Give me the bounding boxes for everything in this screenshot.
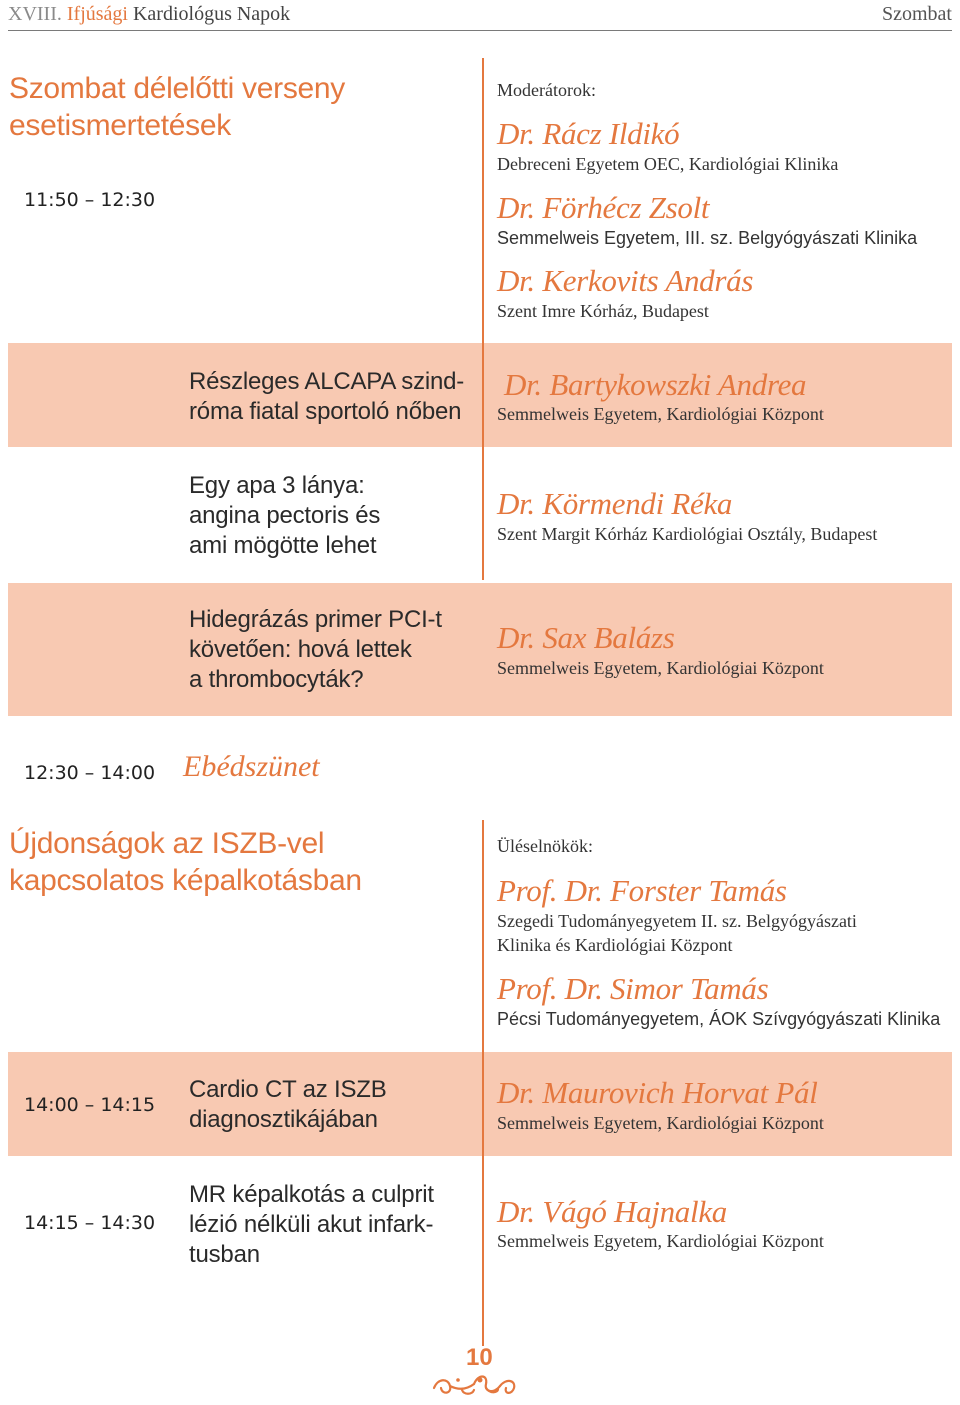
section2-title: Újdonságok az ISZB-vel kapcsolatos képalkotásban [9,827,362,897]
page-number: 10 [466,1344,493,1371]
moderator-affiliation: Semmelweis Egyetem, III. sz. Belgyógyászati Klinika [497,228,918,248]
event-highlight: Ifjúsági [66,3,128,25]
chairs-label: Üléselnökök: [497,836,593,856]
talk-band-1 [8,343,952,447]
lunch-time: 12:30 – 14:00 [24,762,156,784]
page-header [8,0,952,31]
talk-time: 14:00 – 14:15 [24,1094,156,1116]
moderator-name: Dr. Förhécz Zsolt [497,190,710,225]
talk-title: MR képalkotás a culprit lézió nélküli akut infark- tusban [189,1181,434,1268]
moderator-affiliation: Debreceni Egyetem OEC, Kardiológiai Klinika [497,154,839,174]
chair-affiliation: Szegedi Tudományegyetem II. sz. Belgyógyászati Klinika és Kardiológiai Központ [497,911,857,955]
moderator-name: Dr. Kerkovits András [497,263,754,298]
talk-title: Hidegrázás primer PCI-t követően: hová lettek a thrombocyták? [189,606,442,693]
column-divider-top [482,58,484,580]
section1-title: Szombat délelőtti verseny esetismertetések [9,72,346,142]
moderators-label: Moderátorok: [497,80,596,100]
talk-time: 14:15 – 14:30 [24,1212,156,1234]
talk-band-3 [8,583,952,716]
section1-time: 11:50 – 12:30 [24,189,156,211]
column-divider-bottom [482,820,484,1346]
day-label: Szombat [882,3,952,25]
speaker-name: Dr. Maurovich Horvat Pál [497,1075,818,1110]
speaker-affiliation: Szent Margit Kórház Kardiológiai Osztály, Budapest [497,524,878,544]
talk-title: Egy apa 3 lánya: angina pectoris és ami mögötte lehet [189,472,381,559]
event-name: Kardiológus Napok [132,3,291,25]
chair-name: Prof. Dr. Simor Tamás [497,971,769,1006]
talk-title: Részleges ALCAPA szind- róma fiatal sportoló nőben [189,368,465,425]
moderator-name: Dr. Rácz Ildikó [497,116,680,151]
speaker-affiliation: Semmelweis Egyetem, Kardiológiai Központ [497,1113,824,1133]
speaker-affiliation: Semmelweis Egyetem, Kardiológiai Központ [497,404,824,424]
speaker-name: Dr. Sax Balázs [497,620,675,655]
talk-title: Cardio CT az ISZB diagnosztikájában [189,1076,387,1133]
moderator-affiliation: Szent Imre Kórház, Budapest [497,301,709,321]
speaker-name: Dr. Bartykowszki Andrea [504,367,807,402]
speaker-affiliation: Semmelweis Egyetem, Kardiológiai Központ [497,1231,824,1251]
speaker-affiliation: Semmelweis Egyetem, Kardiológiai Központ [497,658,824,678]
speaker-name: Dr. Vágó Hajnalka [497,1194,727,1229]
chair-name: Prof. Dr. Forster Tamás [497,873,787,908]
event-edition: XVIII. [8,3,62,25]
lunch-label: Ebédszünet [183,750,320,783]
speaker-name: Dr. Körmendi Réka [497,486,733,521]
chair-affiliation: Pécsi Tudományegyetem, ÁOK Szívgyógyászati Klinika [497,1009,941,1029]
event-title [8,3,290,26]
floral-ornament-icon [428,1368,528,1398]
